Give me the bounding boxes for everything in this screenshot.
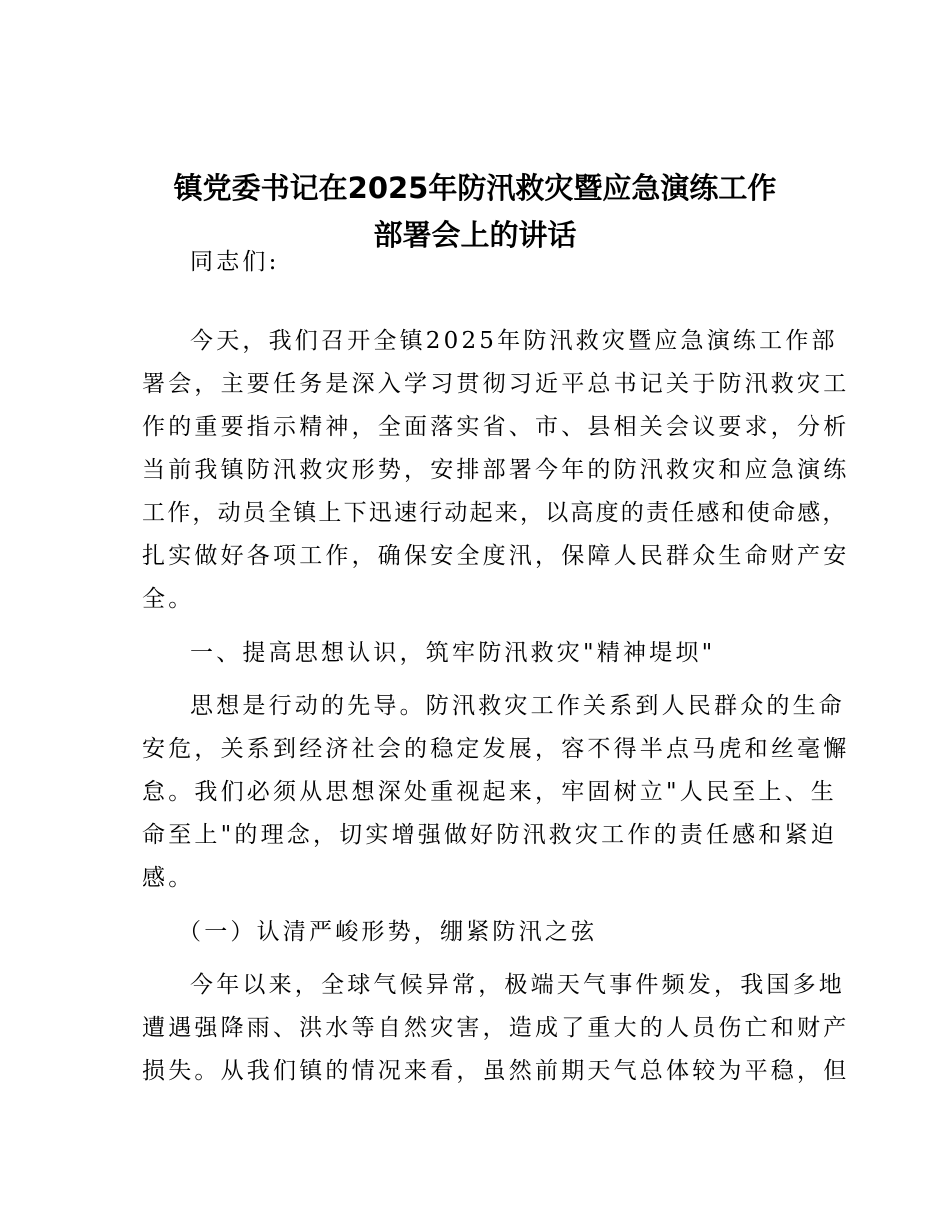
section-1-paragraph-line: 感。 bbox=[142, 865, 195, 891]
section-1-heading: 一、提高思想认识，筑牢防汛救灾"精神堤坝" bbox=[190, 640, 716, 666]
subsection-1-heading: （一）认清严峻形势，绷紧防汛之弦 bbox=[178, 919, 598, 945]
section-1-paragraph-line: 怠。我们必须从思想深处重视起来，牢固树立"人民至上、生 bbox=[142, 779, 837, 805]
intro-paragraph-line: 作的重要指示精神，全面落实省、市、县相关会议要求，分析 bbox=[142, 414, 850, 440]
document-title-line-1: 镇党委书记在2025年防汛救灾暨应急演练工作 bbox=[173, 171, 777, 205]
intro-paragraph-line: 扎实做好各项工作，确保安全度汛，保障人民群众生命财产安 bbox=[142, 543, 850, 569]
intro-paragraph-line: 当前我镇防汛救灾形势，安排部署今年的防汛救灾和应急演练 bbox=[142, 457, 850, 483]
intro-paragraph-line: 今天，我们召开全镇2025年防汛救灾暨应急演练工作部 bbox=[190, 328, 838, 354]
intro-paragraph-line: 全。 bbox=[142, 586, 195, 612]
section-1-paragraph-line: 思想是行动的先导。防汛救灾工作关系到人民群众的生命 bbox=[190, 693, 845, 719]
intro-paragraph-line: 工作，动员全镇上下迅速行动起来，以高度的责任感和使命感， bbox=[142, 500, 848, 526]
section-1-paragraph-line: 安危，关系到经济社会的稳定发展，容不得半点马虎和丝毫懈 bbox=[142, 736, 850, 762]
subsection-1-paragraph-line: 损失。从我们镇的情况来看，虽然前期天气总体较为平稳，但 bbox=[142, 1058, 850, 1084]
subsection-1-paragraph-line: 今年以来，全球气候异常，极端天气事件频发，我国多地 bbox=[190, 972, 845, 998]
document-title-line-2: 部署会上的讲话 bbox=[373, 218, 577, 252]
intro-paragraph-line: 署会，主要任务是深入学习贯彻习近平总书记关于防汛救灾工 bbox=[142, 371, 850, 397]
salutation: 同志们: bbox=[190, 249, 280, 275]
subsection-1-paragraph-line: 遭遇强降雨、洪水等自然灾害，造成了重大的人员伤亡和财产 bbox=[142, 1015, 850, 1041]
section-1-paragraph-line: 命至上"的理念，切实增强做好防汛救灾工作的责任感和紧迫 bbox=[142, 822, 837, 848]
